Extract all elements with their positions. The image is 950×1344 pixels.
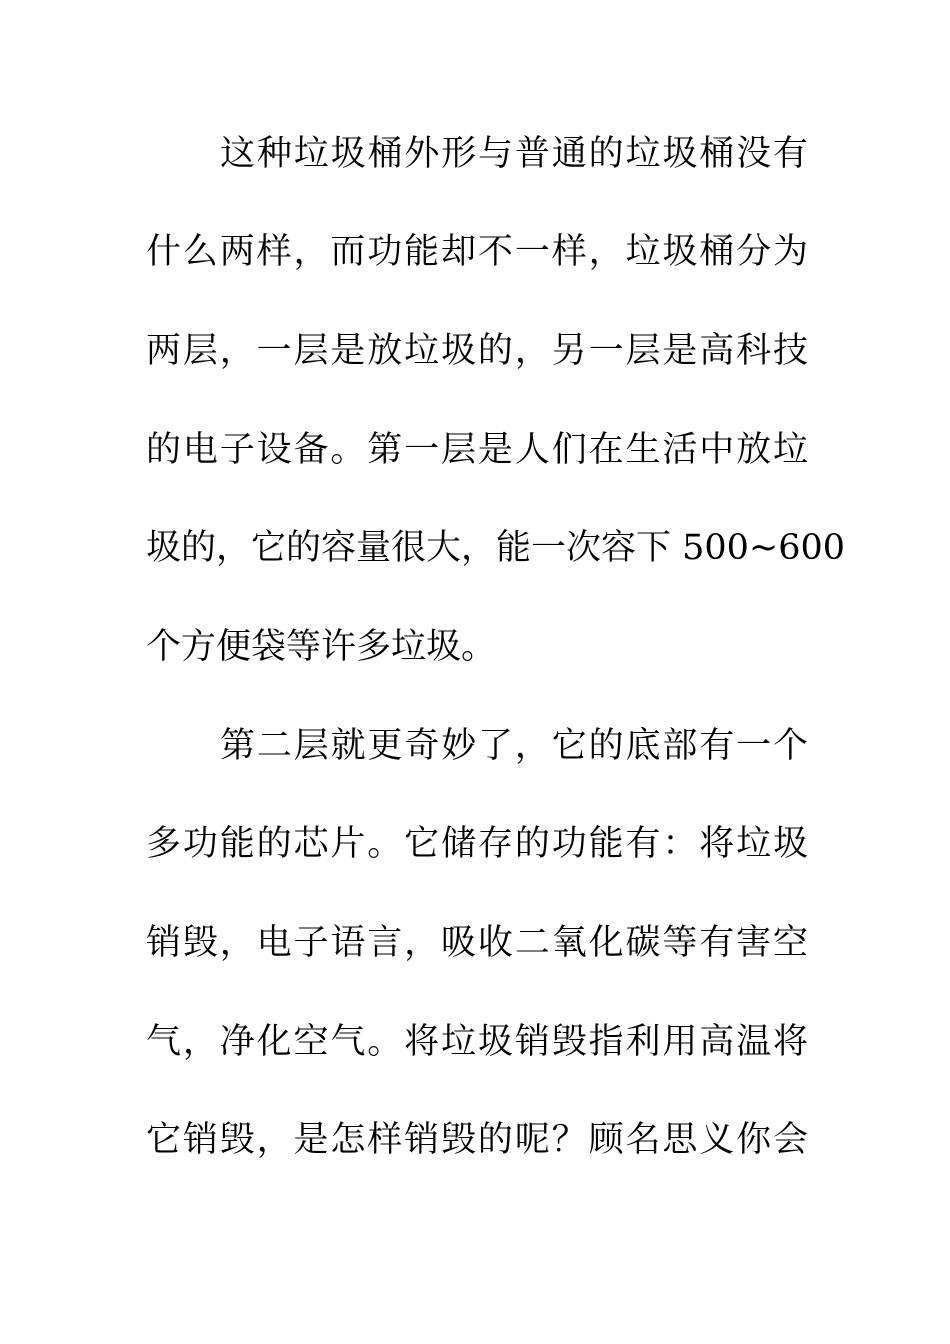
- paragraph-line: 它销毁，是怎样销毁的呢？顾名思义你会: [146, 1120, 808, 1160]
- paragraph-line: 什么两样，而功能却不一样，垃圾桶分为: [146, 232, 808, 272]
- paragraph-line: 气，净化空气。将垃圾销毁指利用高温将: [146, 1022, 808, 1062]
- paragraph-line: 多功能的芯片。它储存的功能有：将垃圾: [146, 824, 808, 864]
- paragraph-line: 第二层就更奇妙了，它的底部有一个: [220, 726, 808, 766]
- paragraph-line: 销毁，电子语言，吸收二氧化碳等有害空: [146, 923, 808, 963]
- paragraph-line: 这种垃圾桶外形与普通的垃圾桶没有: [220, 134, 808, 174]
- paragraph-line: 圾的，它的容量很大，能一次容下 500~600: [146, 528, 846, 568]
- paragraph-line: 两层，一层是放垃圾的，另一层是高科技: [146, 331, 808, 371]
- paragraph-line: 个方便袋等许多垃圾。: [146, 627, 497, 667]
- paragraph-line: 的电子设备。第一层是人们在生活中放垃: [146, 430, 808, 470]
